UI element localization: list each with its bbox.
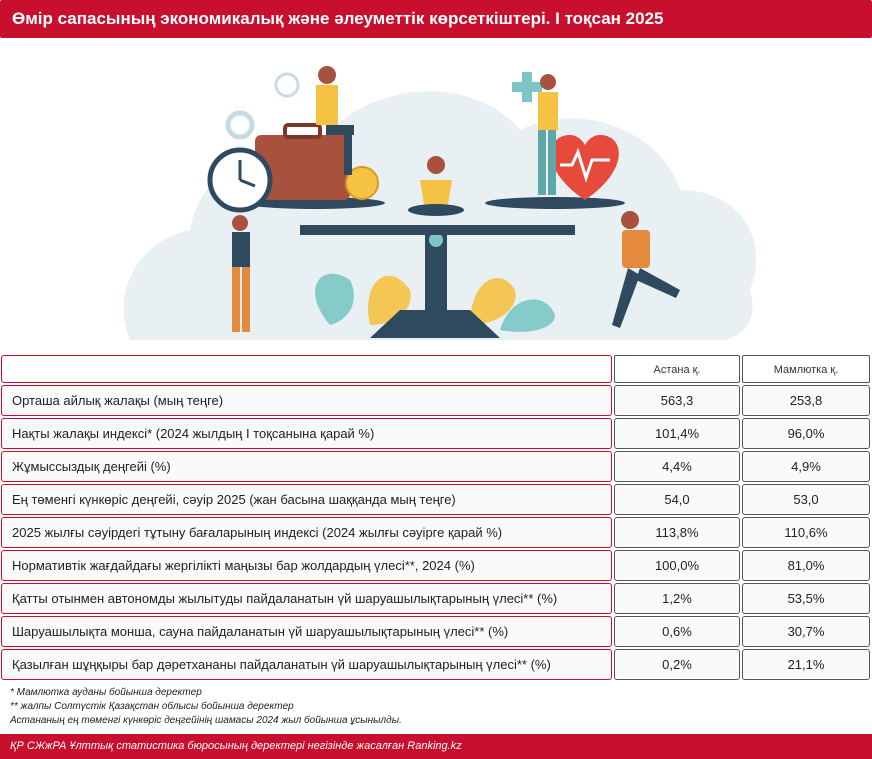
footnotes <box>10 686 402 728</box>
row-label: Нормативтік жағдайдағы жергілікті маңызы бар жолдардың үлесі**, 2024 (%) <box>1 550 612 581</box>
table-header-blank <box>1 355 612 383</box>
dollar-coin-icon <box>276 74 298 96</box>
quality-of-life-illustration <box>0 40 872 350</box>
row-label: Қатты отынмен автономды жылытуды пайдаланатын үй шаруашылықтарының үлесі** (%) <box>1 583 612 614</box>
cell-mamlyutka: 4,9% <box>742 451 870 482</box>
row-label: Орташа айлық жалақы (мың теңге) <box>1 385 612 416</box>
cell-mamlyutka: 96,0% <box>742 418 870 449</box>
footnote: ** жалпы Солтүстік Қазақстан облысы бойынша деректер <box>10 701 294 712</box>
row-label: Қазылған шұңқыры бар дәретхананы пайдаланатын үй шаруашылықтарының үлесі** (%) <box>1 649 612 680</box>
cell-mamlyutka: 53,0 <box>742 484 870 515</box>
cell-mamlyutka: 21,1% <box>742 649 870 680</box>
footnote: * Мамлютка ауданы бойынша деректер <box>10 687 202 698</box>
cell-astana: 101,4% <box>614 418 740 449</box>
cell-astana: 54,0 <box>614 484 740 515</box>
scale-pan-right <box>485 197 625 209</box>
cell-astana: 1,2% <box>614 583 740 614</box>
column-header-astana: Астана қ. <box>614 355 740 383</box>
gear-icon <box>228 113 252 137</box>
column-header-mamlyutka: Мамлютка қ. <box>742 355 870 383</box>
cell-mamlyutka: 110,6% <box>742 517 870 548</box>
cell-astana: 0,6% <box>614 616 740 647</box>
cell-mamlyutka: 53,5% <box>742 583 870 614</box>
medical-cross <box>512 72 542 102</box>
page-title: Өмір сапасының экономикалық және әлеуметтік көрсеткіштері. I тоқсан 2025 <box>0 0 872 38</box>
scale-pivot <box>429 233 443 247</box>
source-footer: ҚР СЖжРА Ұлттық статистика бюросының деректері негізінде жасалған Ranking.kz <box>0 734 872 759</box>
row-label: Ең төменгі күнкөріс деңгейі, сәуір 2025 (жан басына шаққанда мың теңге) <box>1 484 612 515</box>
row-label: Жұмыссыздық деңгейі (%) <box>1 451 612 482</box>
scale-beam <box>300 225 575 235</box>
cell-mamlyutka: 30,7% <box>742 616 870 647</box>
cell-mamlyutka: 253,8 <box>742 385 870 416</box>
row-label: 2025 жылғы сәуірдегі тұтыну бағаларының индексі (2024 жылғы сәуірге қарай %) <box>1 517 612 548</box>
cell-mamlyutka: 81,0% <box>742 550 870 581</box>
footnote: Астананың ең төменгі күнкөріс деңгейінің шамасы 2024 жыл бойынша ұсынылды. <box>10 715 402 726</box>
cell-astana: 0,2% <box>614 649 740 680</box>
nurse-figure <box>538 74 558 195</box>
row-label: Нақты жалақы индексі* (2024 жылдың I тоқсанына қарай %) <box>1 418 612 449</box>
row-label: Шаруашылықта монша, сауна пайдаланатын үй шаруашылықтарының үлесі** (%) <box>1 616 612 647</box>
cell-astana: 4,4% <box>614 451 740 482</box>
cell-astana: 113,8% <box>614 517 740 548</box>
cell-astana: 100,0% <box>614 550 740 581</box>
cell-astana: 563,3 <box>614 385 740 416</box>
